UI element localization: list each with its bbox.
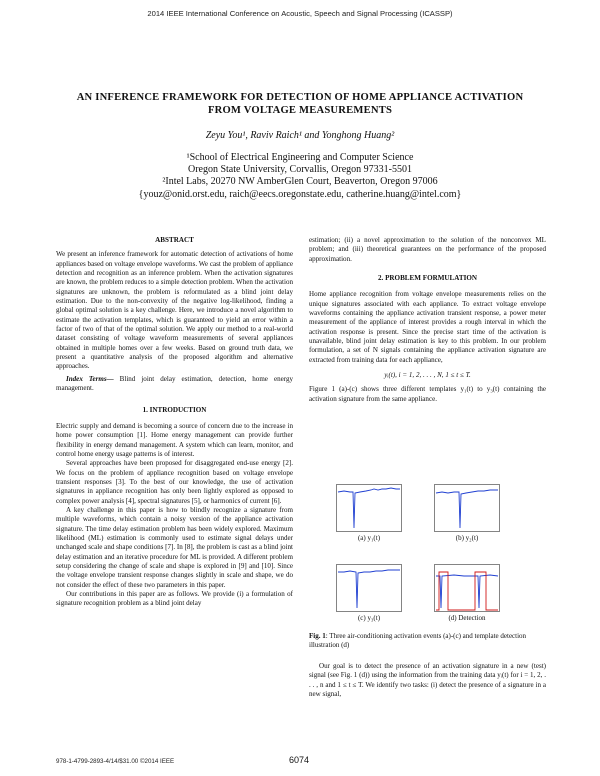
intro-paragraph: Electric supply and demand is becoming a source of concern due to the increase in home power consumption [1]. Home energy management can provide further flexibility in energy demand management. A system which can learn, monitor, and control home energy usage patterns is of interest. [56, 421, 293, 458]
title-line-2: FROM VOLTAGE MEASUREMENTS [207, 105, 393, 116]
right-column-lower [309, 662, 546, 699]
footer-isbn: 978-1-4799-2893-4/14/$31.00 ©2014 IEEE [56, 758, 175, 765]
figure-a-plot [336, 484, 402, 532]
figure-reference-paragraph: Figure 1 (a)-(c) shows three different templates y₁(t) to y₃(t) containing the activation signature from the same appliance. [309, 385, 546, 403]
affiliations [0, 152, 600, 201]
abstract-heading: ABSTRACT [155, 236, 194, 244]
figure-a-label: (a) y₁(t) [357, 534, 381, 542]
affiliation-line: ¹School of Electrical Engineering and Computer Science [186, 152, 414, 163]
right-column [309, 236, 546, 404]
index-terms [56, 375, 293, 394]
figure-d-label: (d) Detection [448, 614, 486, 622]
intro-paragraph: A key challenge in this paper is how to blindly recognize a signature from multiple waveforms, which contain a noisy version of the appliance activation signature. The time delay estimation problem has been widely explored. Maximum likelihood (ML) estimation is commonly used to estimate signal delays under unchanged scale and shape conditions [7]. In [8], the problem is cast as a blind joint delay estimation and an iterative procedure for ML is provided. A different problem setup considering the change of scale and shape is explored in [9] and [10]. Since the voltage envelope transient response changes slightly in scale and shape, we do not consider the effect of these two parameters in this paper. [56, 505, 293, 589]
equation: yᵢ(t), i = 1, 2, . . . , N, 1 ≤ t ≤ T. [384, 371, 471, 380]
figure-b-plot [434, 484, 500, 532]
intro-paragraph: Several approaches have been proposed for disaggregated end-use energy [2]. We focus on the problem of appliance recognition based on voltage envelope transient responses [3]. To the best of our knowledge, the use of activation signatures in appliance recognition has only been lightly explored as opposed to complex power analysis [4], spectral signatures [5], or harmonics of current [6]. [56, 459, 293, 505]
affiliation-line: ²Intel Labs, 20270 NW AmberGlen Court, Beaverton, Oregon 97006 [162, 176, 438, 188]
affiliation-line: Oregon State University, Corvallis, Oregon 97331-5501 [187, 164, 413, 176]
problem-paragraph: Home appliance recognition from voltage envelope measurements relies on the unique signatures associated with each appliance. To extract voltage envelope waveforms containing the appliance activation transient response, a power meter measurement of the appliance of interest provides a rough interval in which the activation response is present. Since the precise start time of the activation is unavailable, blind joint delay estimation is key to this problem. In our problem formulation, a set of N signals containing the appliance activation signature are extracted from training data for each appliance, [309, 290, 546, 364]
figure-b-label: (b) y₂(t) [455, 534, 479, 542]
figure-caption [309, 632, 546, 650]
figure-c-plot [336, 564, 402, 612]
figure-c-label: (c) y₃(t) [357, 614, 381, 622]
figure-caption-label: Fig. 1 [309, 632, 326, 640]
page-number: 6074 [289, 755, 310, 765]
intro-paragraph: Our contributions in this paper are as follows. We provide (i) a formulation of signature recognition problem as a blind joint delay [56, 590, 293, 608]
figure-d-plot [434, 564, 500, 612]
index-terms-text: Blind joint delay estimation, detection, home energy management. [56, 374, 293, 393]
figure-caption-text: : Three air-conditioning activation events (a)-(c) and template detection illustration (d) [309, 632, 527, 649]
index-terms-label: Index Terms— [66, 374, 114, 383]
abstract-text: We present an inference framework for automatic detection of activations of home appliances based on voltage envelope waveforms. We cast the problem of appliance detection and recognition as an inference problem. When the activation signatures are known, the problem reduces to a simple detection problem. When the activation signatures are unknown, the problem is reformulated as a blind joint delay estimation. Due to the non-convexity of the negative log-likelihood, finding a global optimal solution is a key challenge. Here, we introduce a novel algorithm to estimate the activation templates, which is guaranteed to yield an error within a factor of two of that of the optimal solution. We apply our method to a real-world dataset consisting of voltage waveform measurements of several appliances obtained in multiple homes over a few weeks. Based on ground truth data, we present a quantitative analysis of the proposed algorithm and alternative approaches. [56, 250, 293, 371]
problem-heading: 2. PROBLEM FORMULATION [378, 274, 477, 283]
authors: Zeyu You¹, Raviv Raich¹ and Yonghong Huang² [205, 130, 395, 141]
contributions-continued: estimation; (ii) a novel approximation to the solution of the nonconvex ML problem; and (iii) theoretical guarantees on the performance of the proposed approximation. [309, 236, 546, 263]
intro-heading: 1. INTRODUCTION [142, 405, 207, 414]
left-column [56, 236, 293, 609]
goal-paragraph: Our goal is to detect the presence of an activation signature in a new (test) signal (see Fig. 1 (d)) using the information from the training data yᵢ(t) for i = 1, 2, . . . , n and 1 ≤ t ≤ T. We identify two tasks: (i) detect the presence of a signature in a new signal, [309, 662, 546, 699]
title-line-1: AN INFERENCE FRAMEWORK FOR DETECTION OF HOME APPLIANCE ACTIVATION [76, 92, 524, 103]
conference-header: 2014 IEEE International Conference on Acoustic, Speech and Signal Processing (ICASSP) [147, 9, 453, 18]
paper-title [40, 91, 560, 117]
affiliation-emails: {youz@onid.orst.edu, raich@eecs.oregonstate.edu, catherine.huang@intel.com} [138, 188, 462, 200]
